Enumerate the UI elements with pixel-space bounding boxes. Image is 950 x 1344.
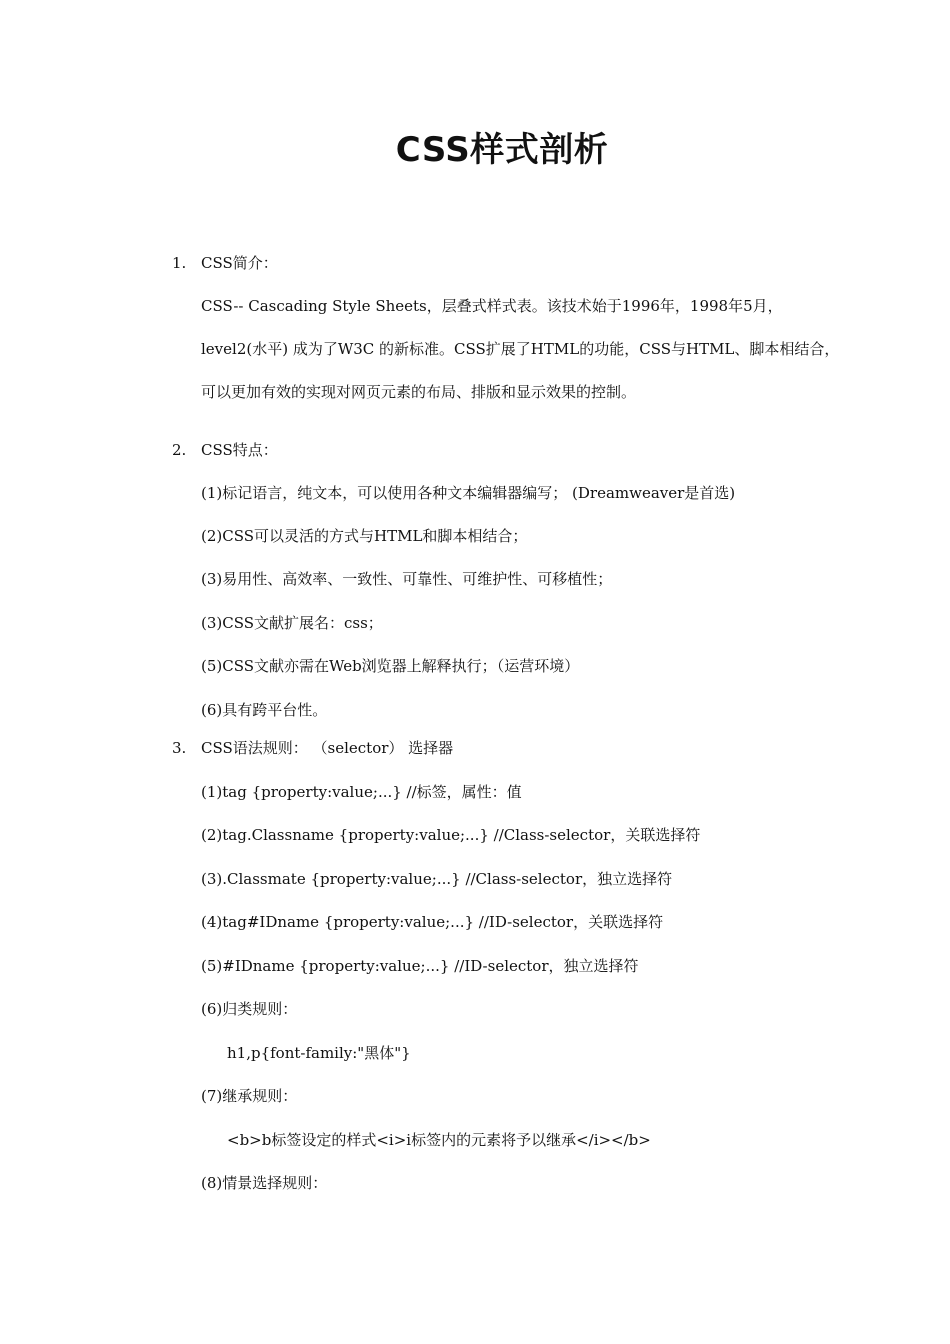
paragraph-line: 可以更加有效的实现对网页元素的布局、排版和显示效果的控制。	[201, 383, 637, 401]
page-title: CSS样式剖析	[395, 130, 609, 170]
section-heading: CSS特点：	[201, 441, 278, 459]
section-heading: CSS语法规则： （selector） 选择器	[201, 739, 454, 757]
list-item: (3)易用性、高效率、一致性、可靠性、可维护性、可移植性；	[201, 570, 613, 588]
list-item: (6)具有跨平台性。	[201, 701, 328, 719]
list-item: (6)归类规则：	[201, 1000, 298, 1018]
section-number: 1.	[172, 254, 187, 272]
code-example: <b>b标签设定的样式<i>i标签内的元素将予以继承</i></b>	[227, 1131, 651, 1149]
list-item: (8)情景选择规则：	[201, 1174, 328, 1192]
section-number: 2.	[172, 441, 187, 459]
code-example: h1,p{font-family:"黑体"}	[227, 1044, 411, 1062]
list-item: (5)#IDname {property:value;...} //ID-selector，独立选择符	[201, 957, 639, 975]
list-item: (7)继承规则：	[201, 1087, 298, 1105]
paragraph-line: CSS-- Cascading Style Sheets，层叠式样式表。该技术始于1996年，1998年5月，	[201, 297, 783, 315]
paragraph-line: level2(水平) 成为了W3C 的新标准。CSS扩展了HTML的功能，CSS与HTML、脚本相结合，	[201, 340, 840, 358]
list-item: (2)tag.Classname {property:value;...} //Class-selector，关联选择符	[201, 826, 701, 844]
list-item: (1)tag {property:value;...} //标签，属性：值	[201, 783, 522, 801]
list-item: (2)CSS可以灵活的方式与HTML和脚本相结合；	[201, 527, 528, 545]
list-item: (4)tag#IDname {property:value;...} //ID-selector，关联选择符	[201, 913, 664, 931]
list-item: (3).Classmate {property:value;...} //Class-selector，独立选择符	[201, 870, 673, 888]
list-item: (3)CSS文献扩展名：css；	[201, 614, 383, 632]
list-item: (5)CSS文献亦需在Web浏览器上解释执行；（运营环境）	[201, 657, 580, 675]
list-item: (1)标记语言，纯文本，可以使用各种文本编辑器编写； (Dreamweaver是首选)	[201, 484, 736, 502]
section-number: 3.	[172, 739, 187, 757]
section-heading: CSS简介：	[201, 254, 278, 272]
